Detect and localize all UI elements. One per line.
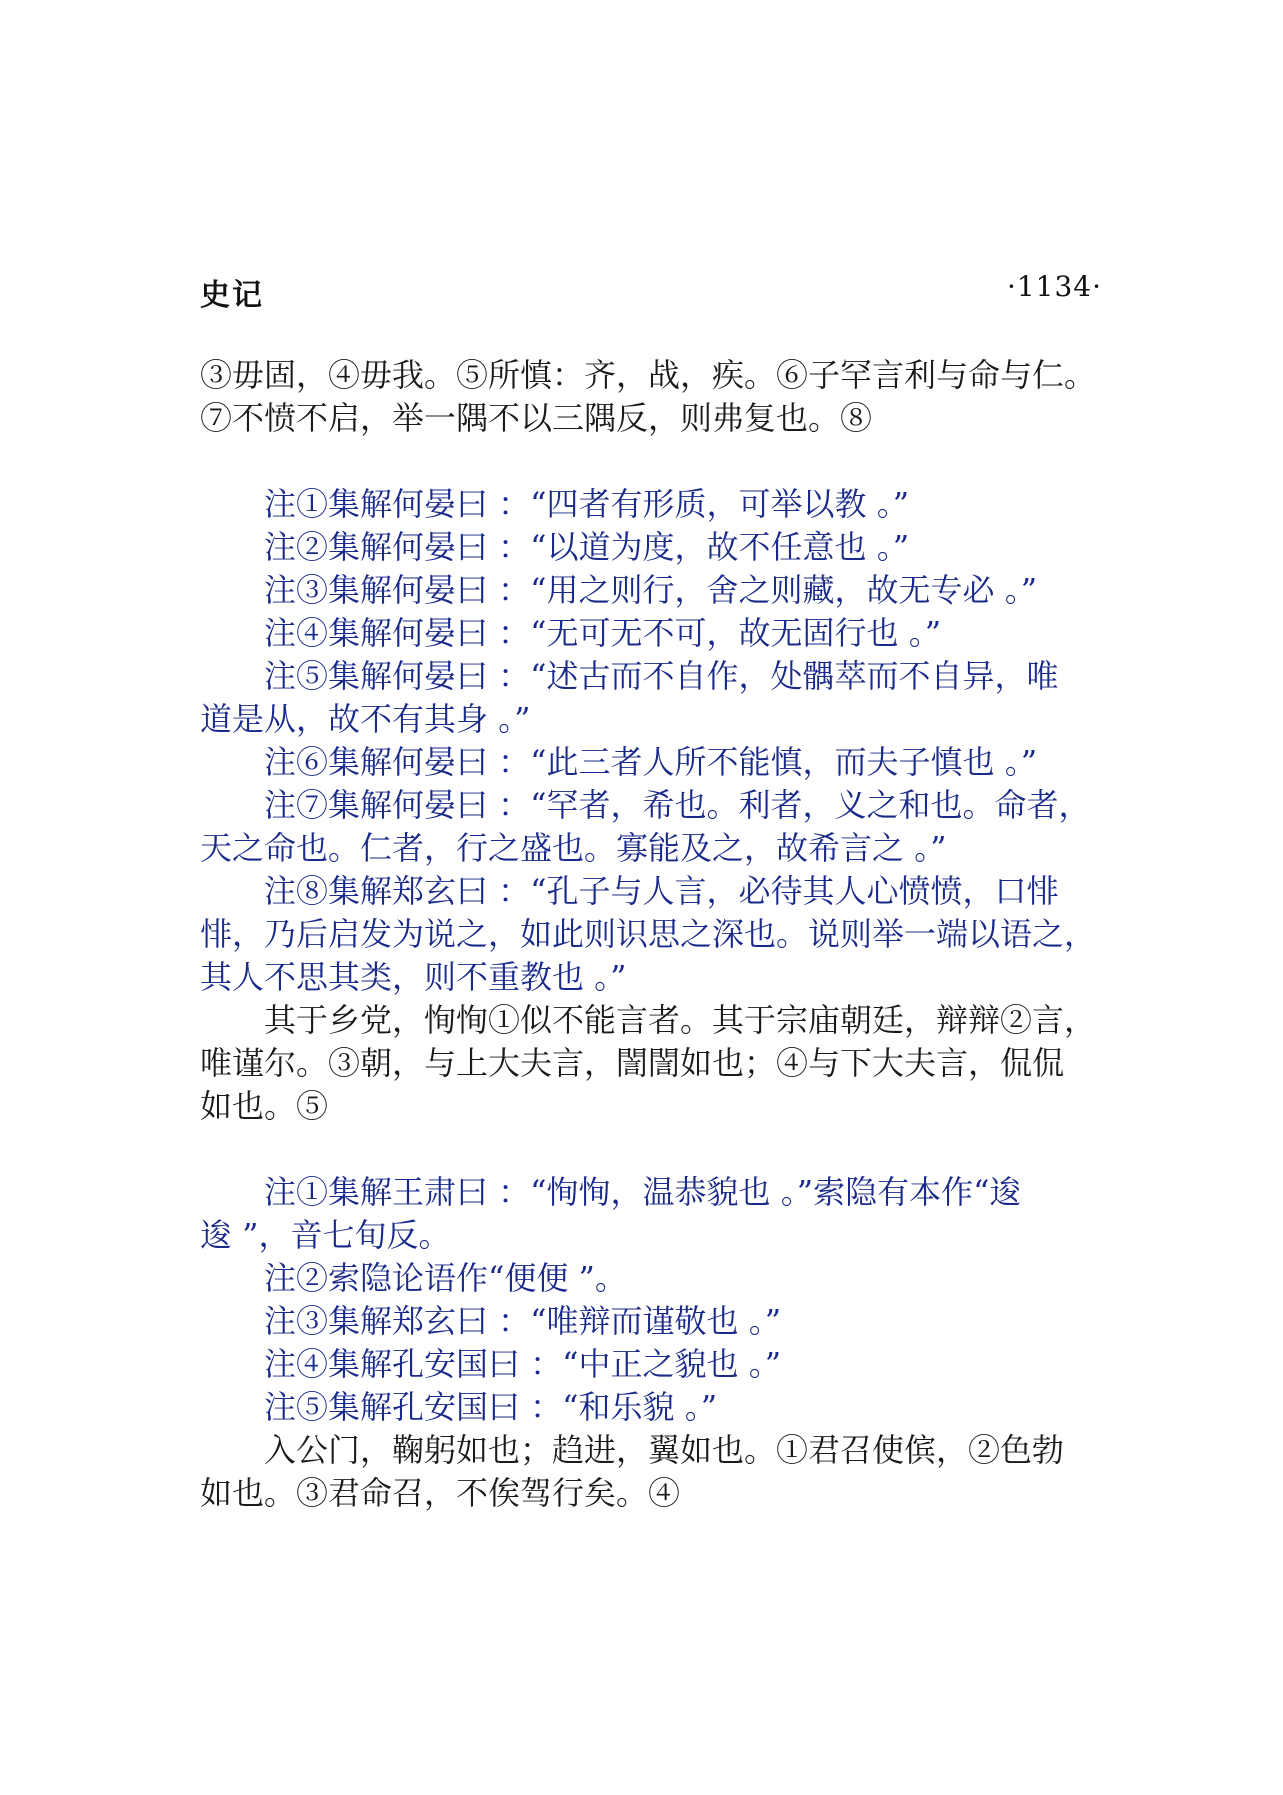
annotation-line: 天之命也。仁者，行之盛也。寡能及之，故希言之 。” — [200, 829, 947, 867]
text-line: 入公门，鞠躬如也；趋进，翼如也。①君召使傧，②色勃 — [264, 1431, 1065, 1469]
annotation-line: 道是从，故不有其身 。” — [200, 700, 531, 738]
page-body — [200, 354, 1120, 1515]
book-title: 史记 — [200, 278, 264, 313]
annotation-line: 注②集解何晏曰 ：“以道为度，故不任意也 。” — [264, 528, 910, 566]
annotation-line: 注③集解郑玄曰 ：“唯辩而谨敬也 。” — [264, 1302, 782, 1340]
text-line: 其于乡党，恂恂①似不能言者。其于宗庙朝廷，辩辩②言， — [264, 1001, 1097, 1039]
annotation-line: 注⑧集解郑玄曰 ：“孔子与人言，必待其人心愤愤，口悱 — [264, 872, 1059, 910]
paragraph-gap — [200, 1128, 1120, 1171]
annotation-line: 悱，乃后启发为说之，如此则识思之深也。说则举一端以语之， — [200, 915, 1097, 953]
annotation-line: 注⑤集解何晏曰 ：“述古而不自作，处髃萃而不自异，唯 — [264, 657, 1059, 695]
annotation-line: 注④集解孔安国曰 ：“中正之貌也 。” — [264, 1345, 782, 1383]
annotation-line: 其人不思其类，则不重教也 。” — [200, 958, 627, 996]
annotation-line: 注③集解何晏曰 ：“用之则行，舍之则藏，故无专必 。” — [264, 571, 1038, 609]
page-header — [200, 270, 1102, 313]
annotation-line: 注①集解何晏曰 ：“四者有形质，可举以教 。” — [264, 485, 910, 523]
annotation-line: 注①集解王肃曰 ：“恂恂，温恭貌也 。”索隐有本作“逡 — [264, 1173, 1022, 1211]
annotation-line: 注②索隐论语作“便便 ”。 — [264, 1259, 627, 1297]
text-line: 如也。⑤ — [200, 1087, 329, 1125]
annotation-line: 注⑦集解何晏曰 ：“罕者，希也。利者，义之和也。命者， — [264, 786, 1091, 824]
page-number: ·1134· — [1006, 270, 1102, 303]
paragraph-gap — [200, 440, 1120, 483]
annotation-line: 注⑤集解孔安国曰 ：“和乐貌 。” — [264, 1388, 718, 1426]
text-line: 唯谨尔。③朝，与上大夫言，誾誾如也；④与下大夫言，侃侃 — [200, 1044, 1065, 1082]
annotation-line: 注⑥集解何晏曰 ：“此三者人所不能慎，而夫子慎也 。” — [264, 743, 1038, 781]
text-line: ⑦不愤不启，举一隅不以三隅反，则弗复也。⑧ — [200, 399, 873, 437]
text-line: ③毋固，④毋我。⑤所慎：齐，战，疾。⑥子罕言利与命与仁。 — [200, 356, 1097, 394]
annotation-line: 注④集解何晏曰 ：“无可无不可，故无固行也 。” — [264, 614, 942, 652]
annotation-line: 逡 ”，音七旬反。 — [200, 1216, 451, 1254]
text-line: 如也。③君命召，不俟驾行矣。④ — [200, 1474, 681, 1512]
